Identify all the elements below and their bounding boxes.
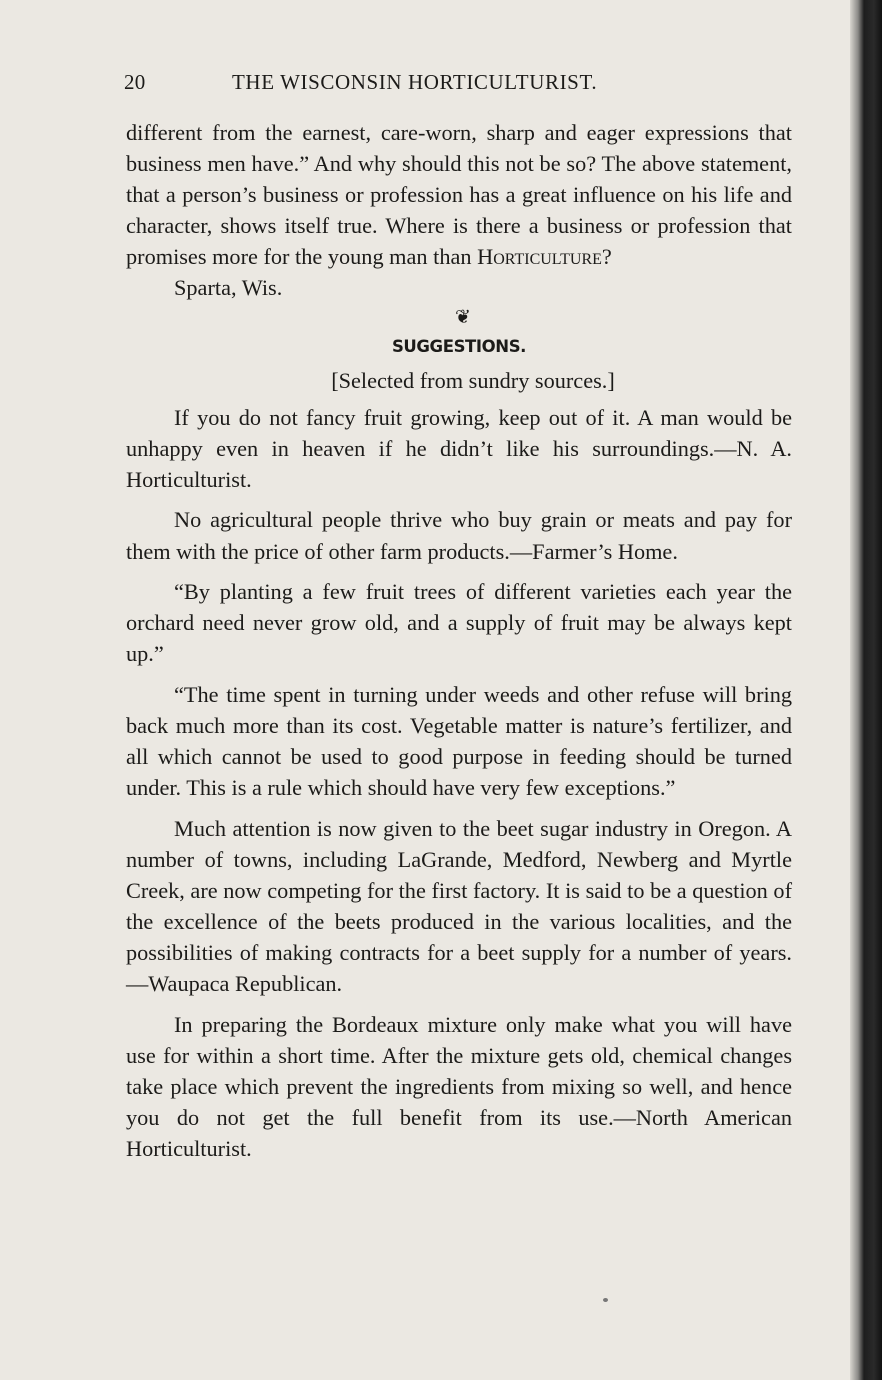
- signature: Sparta, Wis.: [174, 275, 283, 301]
- page-number: 20: [124, 70, 146, 94]
- journal-title: THE WISCONSIN HORTICULTURIST.: [232, 70, 598, 94]
- horticulture-emphasis: Horticulture: [477, 244, 602, 270]
- section-subtitle: [Selected from sundry sources.]: [331, 367, 615, 393]
- paragraph-bordeaux-mixture: In preparing the Bordeaux mixture only make what you will have use for within a short time. After the mixture gets old, chemical changes take place which prevent the ingredients from mixing so well, and hence you do not get the full benefit from its use.—North American Horticulturist.: [126, 1011, 792, 1162]
- binding-edge: [850, 0, 882, 1380]
- text-block: [126, 117, 792, 1164]
- opening-text: different from the earnest, care-worn, sharp and eager expressions that business men have.” And why should this not be so? The above statement, that a person’s business or profession has a great influence on his life and character, shows itself true. Where is there a business or profession that promises more for the young man than: [126, 120, 792, 270]
- opening-closing: ?: [601, 244, 612, 270]
- section-title: SUGGESTIONS.: [391, 336, 527, 356]
- running-head: [124, 70, 794, 100]
- paragraph-agricultural-people: No agricultural people thrive who buy grain or meats and pay for them with the price of other farm products.—Farmer’s Home.: [126, 507, 792, 564]
- opening-paragraph: [126, 117, 792, 272]
- paragraph-planting-fruit-trees: “By planting a few fruit trees of different varieties each year the orchard need never grow old, and a supply of fruit may be always kept up.”: [126, 579, 792, 667]
- paragraph-beet-sugar: Much attention is now given to the beet sugar industry in Oregon. A number of towns, including LaGrande, Medford, Newberg and Myrtle Creek, are now competing for the first factory. It is said to be a question of the excellence of the beets produced in the various localities, and the possibilities of making contracts for a beet supply for a number of years.—Waupaca Republican.: [126, 815, 792, 997]
- fleuron-ornament-icon: ❦: [455, 306, 471, 328]
- paragraph-turning-under-weeds: “The time spent in turning under weeds and other refuse will bring back much more than its cost. Vegetable matter is nature’s fertilizer, and all which cannot be used to good purpose in feeding should be turned under. This is a rule which should have very few exceptions.”: [126, 681, 792, 801]
- paragraph-fruit-growing: If you do not fancy fruit growing, keep out of it. A man would be unhappy even in heaven if he didn’t like his surroundings.—N. A. Horticulturist.: [126, 404, 792, 492]
- print-speck: [603, 1298, 608, 1302]
